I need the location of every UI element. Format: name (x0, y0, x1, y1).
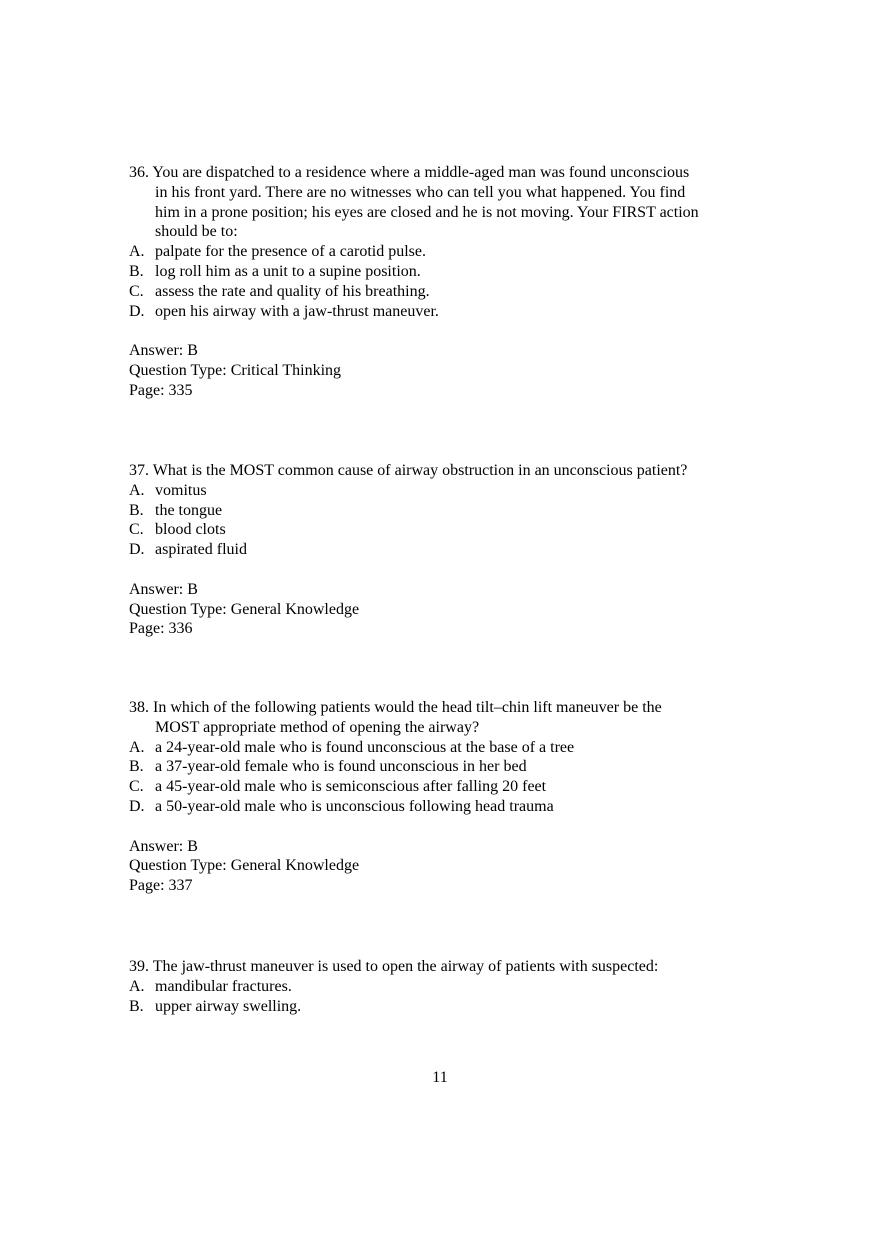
option-letter: A. (129, 738, 145, 756)
page-reference-line: Page: 335 (129, 381, 193, 399)
option-letter: D. (129, 541, 145, 559)
option-letter: A. (129, 243, 145, 261)
option-text: vomitus (155, 481, 207, 499)
option-text: open his airway with a jaw-thrust maneuver. (155, 302, 439, 320)
question-stem-line: in his front yard. There are no witnesses who can tell you what happened. You find (155, 183, 686, 201)
question-stem-line: 39. The jaw-thrust maneuver is used to open the airway of patients with suspected: (129, 958, 659, 975)
option-text: a 50-year-old male who is unconscious following head trauma (155, 797, 554, 815)
answer-option (129, 977, 769, 997)
option-letter: A. (129, 481, 145, 499)
answer-line: Answer: B (129, 342, 198, 360)
option-letter: C. (129, 282, 144, 300)
option-text: palpate for the presence of a carotid pulse. (155, 243, 426, 261)
option-letter: B. (129, 997, 144, 1015)
question-stem-line: him in a prone position; his eyes are closed and he is not moving. Your FIRST action (155, 203, 699, 221)
question-type-line: Question Type: General Knowledge (129, 857, 360, 875)
option-letter: B. (129, 262, 144, 280)
option-text: mandibular fractures. (155, 977, 292, 995)
page-number: 11 (432, 1069, 448, 1086)
option-text: aspirated fluid (155, 541, 247, 559)
option-letter: D. (129, 797, 145, 815)
answer-option (129, 481, 769, 501)
question-stem-line: MOST appropriate method of opening the airway? (155, 718, 480, 736)
option-letter: D. (129, 302, 145, 320)
question-39 (129, 957, 769, 1016)
option-text: log roll him as a unit to a supine position. (155, 262, 421, 280)
answer-option (129, 501, 769, 521)
question-stem-line: 36. You are dispatched to a residence where a middle-aged man was found unconscious (129, 164, 690, 181)
option-text: the tongue (155, 501, 223, 519)
answer-option (129, 282, 769, 302)
answer-option (129, 777, 769, 797)
question-stem-line: 38. In which of the following patients would the head tilt–chin lift maneuver be the (129, 699, 662, 716)
option-text: a 45-year-old male who is semiconscious after falling 20 feet (155, 778, 547, 796)
page-reference-line: Page: 337 (129, 877, 193, 895)
option-letter: B. (129, 501, 144, 519)
option-letter: A. (129, 977, 145, 995)
answer-option (129, 997, 769, 1017)
option-letter: C. (129, 778, 144, 796)
answer-option (129, 738, 769, 758)
page-reference-line: Page: 336 (129, 620, 193, 638)
question-type-line: Question Type: Critical Thinking (129, 361, 342, 379)
question-type-line: Question Type: General Knowledge (129, 600, 360, 618)
option-text: upper airway swelling. (155, 997, 302, 1015)
question-36 (129, 163, 769, 401)
option-text: blood clots (155, 521, 226, 539)
question-stem-line: should be to: (155, 223, 238, 241)
option-letter: C. (129, 521, 144, 539)
option-text: assess the rate and quality of his breathing. (155, 282, 430, 300)
option-text: a 24-year-old male who is found unconscious at the base of a tree (155, 738, 575, 756)
answer-option (129, 540, 769, 560)
answer-option (129, 757, 769, 777)
option-letter: B. (129, 758, 144, 776)
answer-option (129, 520, 769, 540)
answer-line: Answer: B (129, 580, 198, 598)
answer-option (129, 262, 769, 282)
question-stem-line: 37. What is the MOST common cause of airway obstruction in an unconscious patient? (129, 462, 688, 479)
question-37 (129, 461, 769, 639)
question-38 (129, 698, 769, 896)
answer-option (129, 242, 769, 262)
answer-option (129, 797, 769, 817)
answer-option (129, 302, 769, 322)
answer-line: Answer: B (129, 837, 198, 855)
option-text: a 37-year-old female who is found unconscious in her bed (155, 758, 527, 776)
